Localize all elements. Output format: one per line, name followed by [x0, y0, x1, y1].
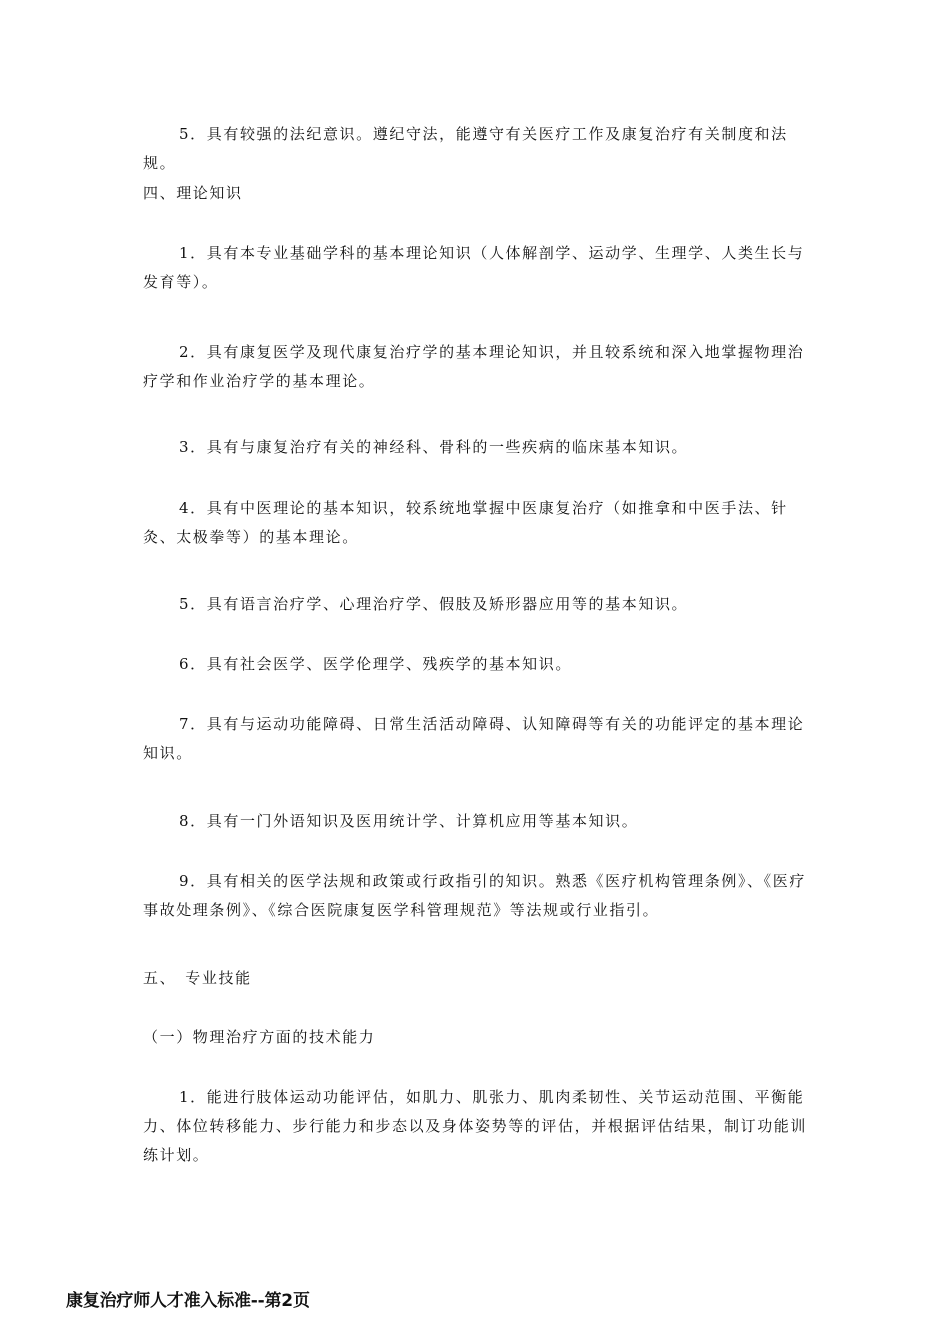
paragraph-theory-6: 6．具有社会医学、医学伦理学、残疾学的基本知识。: [179, 655, 572, 673]
subsection-heading-physical-therapy: （一）物理治疗方面的技术能力: [143, 1028, 376, 1046]
paragraph-theory-9: 9．具有相关的医学法规和政策或行政指引的知识。熟悉《医疗机构管理条例》、《医疗事故处理条例》、《综合医院康复医学科管理规范》等法规或行业指引。: [143, 872, 806, 919]
section-heading-professional-skills: 五、 专业技能: [143, 969, 252, 987]
paragraph-theory-7: 7．具有与运动功能障碍、日常生活活动障碍、认知障碍等有关的功能评定的基本理论知识。: [143, 715, 805, 762]
paragraph-theory-4: 4．具有中医理论的基本知识，较系统地掌握中医康复治疗（如推拿和中医手法、针灸、太极拳等）的基本理论。: [143, 499, 788, 546]
paragraph-law-awareness: 5．具有较强的法纪意识。遵纪守法，能遵守有关医疗工作及康复治疗有关制度和法规。: [143, 125, 788, 172]
paragraph-theory-8: 8．具有一门外语知识及医用统计学、计算机应用等基本知识。: [179, 812, 639, 830]
paragraph-theory-2: 2．具有康复医学及现代康复治疗学的基本理论知识，并且较系统和深入地掌握物理治疗学和作业治疗学的基本理论。: [143, 343, 805, 390]
paragraph-skill-1: 1．能进行肢体运动功能评估，如肌力、肌张力、肌肉柔韧性、关节运动范围、平衡能力、体位转移能力、步行能力和步态以及身体姿势等的评估，并根据评估结果，制订功能训练计划。: [143, 1088, 808, 1164]
page-footer: 康复治疗师人才准入标准--第2页: [66, 1291, 310, 1311]
section-heading-theory-knowledge: 四、理论知识: [143, 184, 243, 202]
paragraph-theory-3: 3．具有与康复治疗有关的神经科、骨科的一些疾病的临床基本知识。: [179, 438, 689, 456]
paragraph-theory-1: 1．具有本专业基础学科的基本理论知识（人体解剖学、运动学、生理学、人类生长与发育等）。: [143, 244, 805, 291]
paragraph-theory-5: 5．具有语言治疗学、心理治疗学、假肢及矫形器应用等的基本知识。: [179, 595, 689, 613]
